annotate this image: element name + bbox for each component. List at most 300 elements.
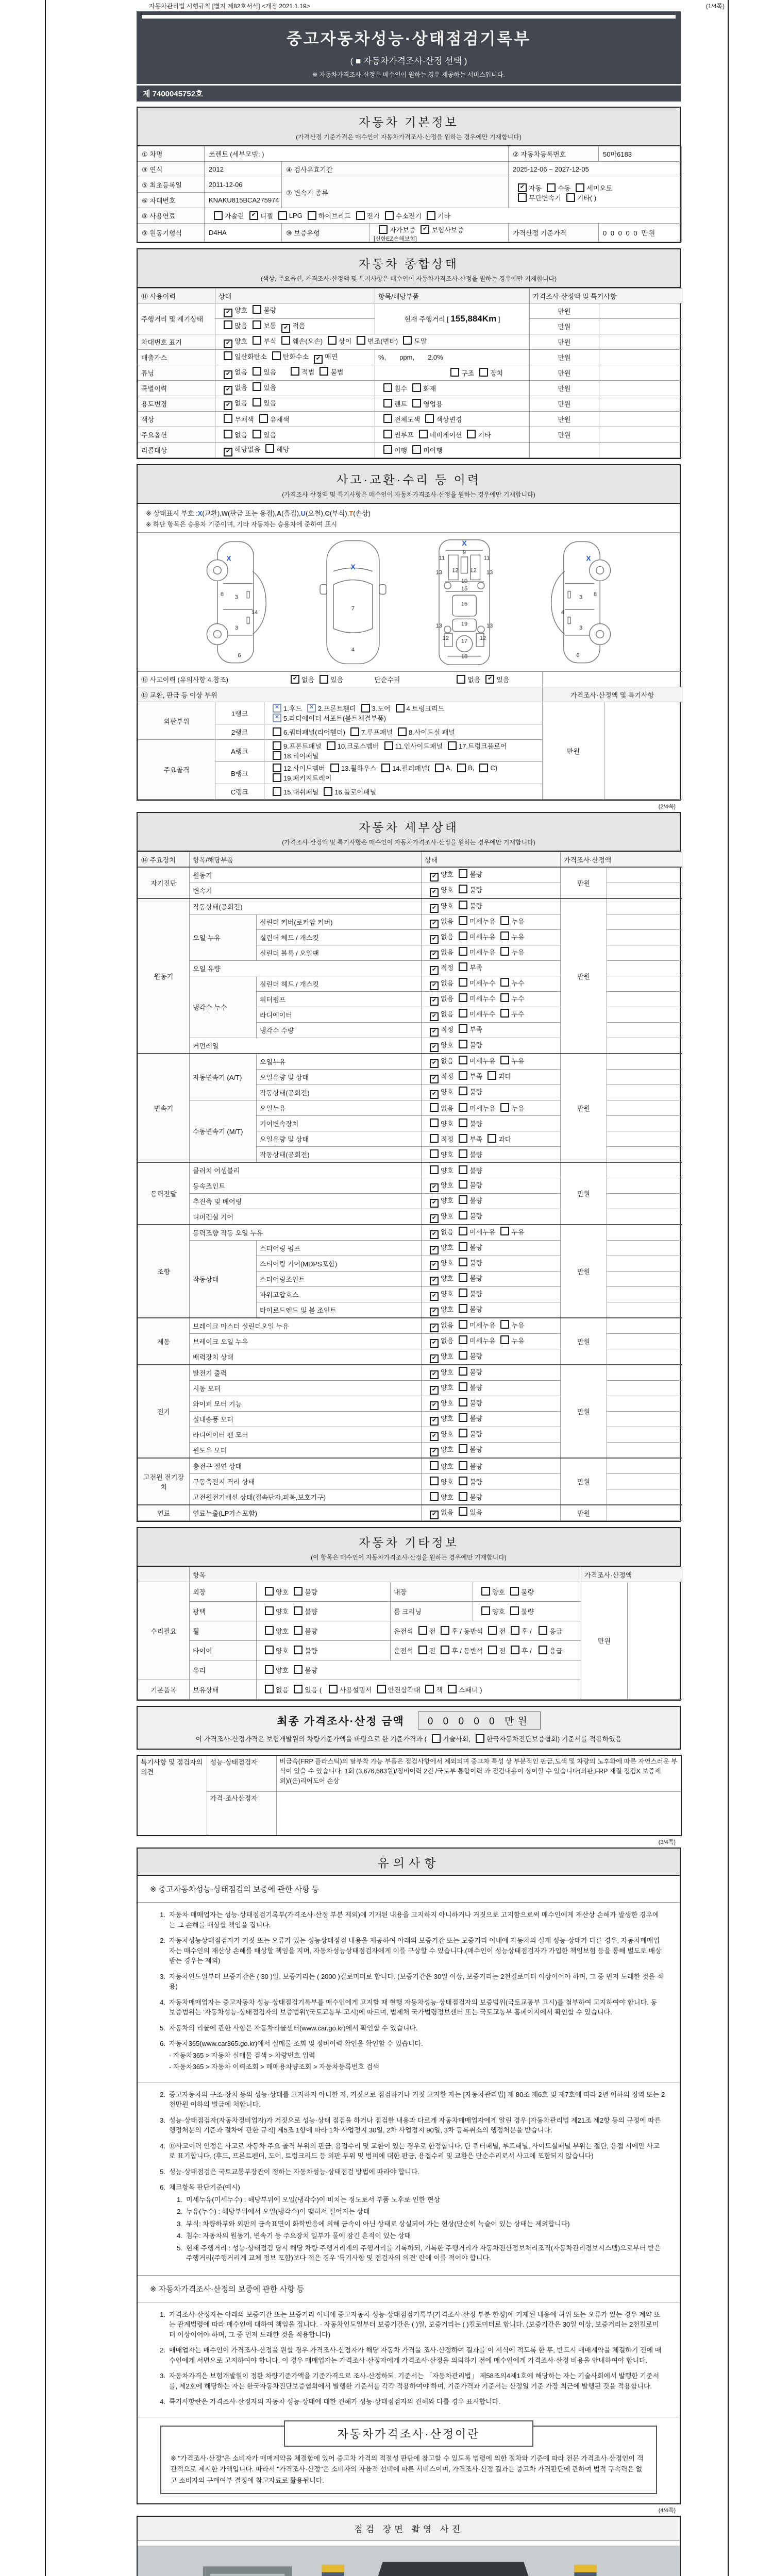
notice-text	[169, 1997, 665, 2018]
checkbox[interactable]: ✔	[430, 1370, 439, 1379]
checkbox[interactable]: ✔	[430, 1386, 439, 1395]
checkbox[interactable]: ✔	[430, 997, 439, 1006]
note-cell	[604, 702, 682, 800]
checkbox[interactable]	[459, 1429, 467, 1437]
checkbox[interactable]	[419, 430, 428, 438]
state-cell	[422, 1381, 561, 1396]
checkbox[interactable]	[488, 1646, 497, 1654]
state-cell	[422, 1070, 561, 1085]
checkbox[interactable]: ✔	[430, 1199, 439, 1208]
checkbox[interactable]: ✔	[430, 1230, 439, 1239]
checkbox[interactable]	[291, 367, 299, 376]
checkbox[interactable]	[294, 1685, 303, 1693]
field-label: ④ 검사유효기간	[282, 162, 509, 177]
checkbox[interactable]	[430, 1165, 439, 1174]
column-header: 가격조사·산정액	[561, 852, 682, 868]
checkbox-label: 상이	[339, 337, 352, 345]
checkbox[interactable]	[281, 336, 290, 345]
checkbox[interactable]: ✔	[430, 873, 439, 882]
checkbox[interactable]	[459, 1398, 467, 1406]
checkbox[interactable]	[273, 773, 281, 782]
checkbox[interactable]	[500, 1103, 509, 1112]
checkbox[interactable]: ✔	[430, 1432, 439, 1441]
state-cell	[391, 1621, 581, 1641]
note-cell	[599, 427, 682, 443]
checkbox[interactable]	[272, 351, 281, 360]
notice-item	[152, 2039, 665, 2072]
checkbox[interactable]	[273, 751, 281, 760]
checkbox-label: 기술사회,	[442, 1735, 470, 1743]
checkbox[interactable]: ✔	[281, 324, 290, 333]
final-price-label: 최종 가격조사·산정 금액	[277, 1715, 405, 1727]
checkbox[interactable]	[361, 704, 370, 713]
checkbox[interactable]: ✔	[430, 1292, 439, 1301]
checkbox-label: 불량	[521, 1608, 534, 1616]
checkbox[interactable]	[430, 1461, 439, 1470]
checkbox[interactable]	[476, 1734, 484, 1743]
checkbox[interactable]: ✔	[430, 1277, 439, 1285]
checkbox[interactable]	[459, 1413, 467, 1422]
checkbox[interactable]: ✔	[430, 1043, 439, 1052]
checkbox[interactable]	[383, 445, 392, 454]
checkbox[interactable]	[384, 741, 393, 750]
checkbox[interactable]	[500, 931, 509, 940]
checkbox[interactable]	[294, 1646, 303, 1654]
checkbox[interactable]	[430, 1103, 439, 1112]
overall-table	[138, 288, 682, 458]
state-cell	[422, 1443, 561, 1459]
checkbox[interactable]	[418, 1646, 427, 1654]
price-cell: 만원	[561, 1162, 607, 1225]
checkbox[interactable]	[265, 1685, 274, 1693]
checkbox[interactable]	[432, 1734, 441, 1743]
checkbox-label: LPG	[289, 212, 303, 219]
checkbox[interactable]	[481, 1587, 490, 1596]
checkbox[interactable]	[459, 947, 467, 956]
checkbox[interactable]	[448, 741, 457, 750]
car-diagram	[138, 533, 680, 671]
group-label: 변속기	[138, 1054, 190, 1162]
checkbox[interactable]	[412, 399, 421, 408]
checkbox[interactable]	[459, 1211, 467, 1219]
checkbox[interactable]: ✔	[224, 340, 232, 348]
checkbox[interactable]	[418, 1626, 427, 1635]
checkbox[interactable]	[383, 399, 392, 408]
checkbox-label: 양호	[441, 1414, 454, 1422]
note-cell	[607, 1272, 682, 1287]
checkbox-label: 누유	[511, 933, 525, 941]
price-cell: 만원	[530, 303, 599, 319]
checkbox[interactable]	[350, 727, 359, 736]
checkbox[interactable]	[330, 764, 339, 772]
item-cell: 실린더 블록 / 오일팬	[257, 945, 422, 961]
checkbox[interactable]	[441, 1646, 449, 1654]
table-row	[138, 365, 682, 381]
price-cell: 만원	[530, 412, 599, 427]
checkbox[interactable]	[425, 414, 434, 423]
state-cell	[215, 303, 375, 319]
other-subtitle: (이 항목은 매수인이 자동차가격조사·산정을 원하는 경우에만 기재합니다)	[311, 1554, 507, 1562]
checkbox[interactable]: ✔	[430, 1028, 439, 1037]
checkbox[interactable]: ✔	[430, 888, 439, 897]
checkbox[interactable]	[500, 916, 509, 925]
checkbox-label: 양호	[441, 1259, 454, 1267]
checkbox-label: 양호	[441, 1494, 454, 1502]
checkbox[interactable]	[459, 1024, 467, 1033]
diagram-part-number: 8	[220, 591, 224, 598]
checkbox[interactable]	[294, 1626, 303, 1635]
checkbox[interactable]: ✕	[273, 714, 281, 722]
checkbox[interactable]	[450, 368, 459, 377]
checkbox[interactable]	[459, 1071, 467, 1080]
notice-item	[152, 1997, 665, 2018]
notice-text-line: ⑫사고이력 인정은 사고로 자동차 주요 골격 부위의 판금, 용접수리 및 교환이 있는 경우로 한정합니다. 단 쿼터패널, 루프패널, 사이드실패널 부위는 절단, 용접 시에만 사고로 표기합니다. (후드, 프론트펜더, 도어, 트렁크리드 등 외판 부위 및 범퍼에 대한 판금, 용접수리 및 교환은 단순수리로서 사고에 포함되지 않습니다)	[169, 2142, 660, 2160]
checkbox[interactable]	[459, 1289, 467, 1297]
checkbox[interactable]: ✔	[430, 1059, 439, 1068]
checkbox[interactable]: ✔	[430, 1354, 439, 1363]
checkbox[interactable]: ✔	[430, 1261, 439, 1270]
checkbox[interactable]: ✔	[430, 1090, 439, 1099]
checkbox[interactable]: ✔	[224, 448, 232, 456]
checkbox[interactable]: ✔	[224, 309, 232, 317]
checkbox[interactable]	[459, 1507, 467, 1516]
other-table	[138, 1567, 682, 1700]
column-header: ⑪ 사용이력	[138, 289, 215, 303]
checkbox[interactable]	[459, 962, 467, 971]
state-cell	[422, 1365, 561, 1381]
item-cell: 실린더 헤드 / 개스킷	[257, 976, 422, 992]
checkbox[interactable]: ✔	[485, 675, 494, 684]
checkbox[interactable]: ✔	[430, 1183, 439, 1192]
checkbox[interactable]	[435, 764, 444, 772]
checkbox[interactable]	[412, 445, 421, 454]
checkbox[interactable]	[511, 1646, 519, 1654]
checkbox[interactable]	[459, 1461, 467, 1470]
checkbox[interactable]	[273, 787, 281, 796]
checkbox[interactable]	[481, 1606, 490, 1615]
checkbox[interactable]: ✔	[430, 904, 439, 913]
checkbox[interactable]	[430, 1134, 439, 1143]
item-cell: 발전기 출력	[190, 1365, 422, 1381]
price-cell: 만원	[543, 702, 604, 800]
checkbox[interactable]	[576, 183, 584, 192]
checkbox-label: 4.트렁크리드	[406, 705, 445, 713]
checkbox[interactable]	[459, 1009, 467, 1018]
checkbox[interactable]	[265, 1665, 274, 1674]
checkbox[interactable]	[510, 1606, 519, 1615]
checkbox-label: 양호	[492, 1588, 506, 1597]
checkbox[interactable]: ✔	[430, 1324, 439, 1332]
checkbox-label: 없음	[441, 1010, 454, 1018]
diagram-part-number: 6	[576, 652, 580, 659]
checkbox[interactable]: ✔	[430, 935, 439, 944]
checkbox[interactable]	[328, 336, 337, 345]
checkbox[interactable]	[273, 727, 281, 736]
checkbox[interactable]	[459, 1320, 467, 1329]
checkbox[interactable]	[383, 383, 392, 392]
checkbox[interactable]	[488, 1134, 496, 1143]
checkbox[interactable]	[357, 336, 365, 345]
checkbox[interactable]	[381, 764, 390, 772]
checkbox[interactable]	[488, 1071, 496, 1080]
checkbox[interactable]	[265, 1626, 274, 1635]
checkbox[interactable]: ✔	[430, 1511, 439, 1519]
checkbox[interactable]	[459, 916, 467, 925]
checkbox[interactable]	[479, 764, 488, 772]
checkbox[interactable]	[430, 1118, 439, 1127]
checkbox[interactable]	[425, 1685, 434, 1693]
checkbox[interactable]	[459, 1242, 467, 1251]
checkbox[interactable]	[459, 1304, 467, 1313]
checkbox-label: 미세누수	[469, 994, 496, 1003]
checkbox[interactable]	[459, 1367, 467, 1376]
checkbox[interactable]	[253, 336, 261, 345]
checkbox[interactable]	[459, 978, 467, 987]
checkbox[interactable]	[385, 211, 394, 220]
item-cell: 라디에이터	[257, 1007, 422, 1023]
checkbox[interactable]	[518, 193, 527, 202]
checkbox[interactable]	[457, 764, 466, 772]
checkbox[interactable]	[253, 367, 261, 376]
checkbox[interactable]	[294, 1665, 303, 1674]
checkbox[interactable]	[566, 193, 575, 202]
checkbox-label: 없음	[441, 948, 454, 956]
checkbox[interactable]: ✔	[430, 1246, 439, 1255]
checkbox[interactable]	[488, 1626, 497, 1635]
checkbox[interactable]	[459, 869, 467, 878]
checkbox[interactable]	[265, 1646, 274, 1654]
checkbox[interactable]	[224, 320, 232, 329]
checkbox[interactable]: ✔	[430, 966, 439, 975]
checkbox[interactable]	[294, 1606, 303, 1615]
note-cell	[607, 867, 682, 883]
note-cell	[607, 1085, 682, 1100]
checkbox[interactable]	[511, 1626, 519, 1635]
note-cell	[607, 1334, 682, 1349]
final-price-amount: 0 0 0 0 0 만원	[418, 1711, 541, 1730]
page-marker-2: (2/4쪽)	[658, 804, 676, 810]
checkbox[interactable]	[253, 305, 261, 314]
checkbox[interactable]: ✔	[249, 211, 258, 220]
checkbox[interactable]	[253, 430, 261, 438]
checkbox-label: 11.인사이드패널	[395, 742, 443, 751]
diagram-x-mark: X	[462, 539, 467, 548]
checkbox[interactable]	[500, 1009, 509, 1018]
checkbox[interactable]	[412, 383, 421, 392]
checkbox[interactable]	[459, 1165, 467, 1174]
checkbox-label: 적정	[441, 1136, 454, 1144]
checkbox[interactable]	[430, 1149, 439, 1158]
checkbox[interactable]	[459, 993, 467, 1002]
checkbox[interactable]	[430, 1492, 439, 1501]
notice-text-line: 중고자동차의 구조·장치 등의 성능·상태를 고지하지 아니한 자, 거짓으로 점검하거나 거짓 고지한 자는 [자동차관리법] 제 80조 제6호 및 제7호에 따라 2년 이하의 징역 또는 2천만원 이하의 벌금에 처합니다.	[169, 2090, 665, 2109]
checkbox[interactable]	[214, 211, 223, 220]
checkbox[interactable]	[320, 367, 328, 376]
checkbox[interactable]	[459, 1118, 467, 1127]
checkbox[interactable]	[403, 336, 412, 345]
checkbox[interactable]	[459, 1227, 467, 1235]
checkbox[interactable]	[327, 741, 335, 750]
checkbox[interactable]	[459, 1103, 467, 1112]
checkbox[interactable]: ✔	[314, 355, 323, 364]
checkbox[interactable]	[539, 1646, 547, 1654]
checkbox[interactable]	[329, 1685, 338, 1693]
checkbox[interactable]: ✔	[430, 1401, 439, 1410]
checkbox[interactable]: ✕	[307, 704, 316, 713]
checkbox[interactable]: ✔	[430, 1308, 439, 1316]
checkbox[interactable]	[324, 787, 332, 796]
checkbox[interactable]	[500, 947, 509, 956]
item-cell: 파워고압호스	[257, 1287, 422, 1302]
checkbox[interactable]: ✔	[224, 401, 232, 410]
checkbox[interactable]: ✔	[291, 675, 299, 684]
checkbox[interactable]	[459, 1335, 467, 1344]
checkbox[interactable]	[510, 1587, 519, 1596]
engine-type-value: D4HA	[205, 224, 282, 242]
checkbox[interactable]	[253, 320, 261, 329]
checkbox[interactable]	[500, 1320, 509, 1329]
item-cell: 배력장치 상태	[190, 1349, 422, 1365]
checkbox[interactable]: ✔	[430, 1075, 439, 1083]
checkbox[interactable]	[500, 993, 509, 1002]
notice-subitem	[169, 2207, 665, 2217]
group-label: 전기	[138, 1365, 190, 1458]
checkbox[interactable]: ✔	[430, 981, 439, 990]
checkbox[interactable]	[539, 1626, 547, 1635]
checkbox[interactable]	[396, 704, 405, 713]
checkbox-label: 불량	[469, 1088, 483, 1096]
checkbox-label: 있음	[263, 431, 277, 439]
checkbox[interactable]	[547, 183, 556, 192]
checkbox-label: 보통	[263, 321, 277, 330]
checkbox[interactable]	[294, 1587, 303, 1596]
checkbox[interactable]	[459, 1351, 467, 1360]
checkbox-label: 12.사이드멤버	[283, 765, 325, 773]
item-cell: 브레이크 오일 누유	[190, 1334, 422, 1349]
checkbox[interactable]	[500, 1227, 509, 1235]
note-cell	[607, 899, 682, 914]
checkbox[interactable]	[265, 1587, 274, 1596]
checkbox[interactable]	[383, 414, 392, 423]
checkbox[interactable]: ✔	[430, 920, 439, 928]
checkbox-label: 탄화수소	[282, 352, 309, 361]
checkbox[interactable]	[459, 1477, 467, 1485]
checkbox-label: 과다	[498, 1136, 512, 1144]
checkbox-label: 색상변경	[436, 416, 462, 423]
checkbox-label: 불량	[521, 1588, 534, 1597]
notice-item	[152, 2167, 665, 2177]
checkbox-label: 후	[451, 1647, 458, 1655]
table-row	[138, 1318, 682, 1334]
checkbox[interactable]: ✔	[430, 1214, 439, 1223]
checkbox[interactable]	[459, 931, 467, 940]
checkbox[interactable]: ✔	[430, 1012, 439, 1021]
checkbox[interactable]	[441, 1626, 449, 1635]
state-cell	[422, 1131, 561, 1147]
checkbox[interactable]	[278, 211, 287, 220]
checkbox-label: 불량	[469, 1414, 483, 1422]
checkbox[interactable]	[459, 1040, 467, 1048]
checkbox[interactable]: ✔	[430, 1339, 439, 1348]
row-label: 리콜대상	[138, 443, 215, 458]
checkbox[interactable]	[320, 675, 328, 684]
checkbox[interactable]	[259, 414, 268, 423]
notice-number: 2.	[177, 2208, 182, 2216]
note-cell	[599, 396, 682, 412]
checkbox[interactable]	[459, 1195, 467, 1204]
table-row	[138, 672, 682, 687]
checkbox[interactable]	[430, 1477, 439, 1485]
checkbox[interactable]	[500, 978, 509, 987]
checkbox[interactable]	[459, 1273, 467, 1282]
checkbox[interactable]	[500, 1056, 509, 1064]
checkbox-label: 기타	[478, 431, 491, 439]
checkbox[interactable]: ✔	[430, 1417, 439, 1426]
checkbox[interactable]	[459, 1134, 467, 1143]
checkbox[interactable]	[265, 444, 274, 453]
checkbox[interactable]	[459, 1492, 467, 1501]
checkbox[interactable]	[253, 382, 261, 391]
checkbox[interactable]: ✔	[430, 951, 439, 959]
checkbox[interactable]: ✕	[273, 704, 281, 713]
checkbox[interactable]	[253, 398, 261, 406]
checkbox[interactable]	[459, 1258, 467, 1266]
accident-history-cell	[138, 672, 543, 687]
checkbox[interactable]	[459, 1180, 467, 1189]
checkbox[interactable]	[459, 1056, 467, 1064]
checkbox[interactable]	[273, 741, 281, 750]
checkbox[interactable]	[459, 1149, 467, 1158]
checkbox[interactable]	[398, 727, 407, 736]
checkbox[interactable]	[479, 368, 488, 377]
notices-title: 유의사항	[377, 1856, 440, 1870]
checkbox[interactable]	[379, 225, 388, 234]
checkbox[interactable]	[467, 430, 476, 438]
checkbox[interactable]	[459, 885, 467, 893]
checkbox[interactable]	[356, 211, 365, 220]
checkbox[interactable]: ✔	[430, 1448, 439, 1456]
checkbox[interactable]	[383, 430, 392, 438]
checkbox[interactable]	[457, 675, 465, 684]
basic-info-grid	[138, 146, 680, 242]
checkbox-label: 양호	[441, 1120, 454, 1128]
checkbox[interactable]	[459, 1444, 467, 1453]
checkbox[interactable]	[448, 1685, 457, 1693]
checkbox[interactable]: ✔	[224, 386, 232, 395]
checkbox[interactable]	[224, 351, 232, 360]
checkbox[interactable]: ✔	[224, 370, 232, 379]
checkbox[interactable]	[500, 1335, 509, 1344]
rank-line	[267, 741, 539, 751]
checkbox[interactable]	[265, 1606, 274, 1615]
column-header: 항목/해당부품	[375, 289, 530, 303]
checkbox-label: 양호	[441, 1243, 454, 1251]
checkbox[interactable]	[377, 1685, 386, 1693]
checkbox[interactable]	[427, 211, 435, 220]
checkbox[interactable]	[308, 211, 316, 220]
checkbox[interactable]	[459, 1087, 467, 1095]
checkbox[interactable]: ✔	[518, 183, 527, 192]
checkbox[interactable]	[224, 430, 232, 438]
checkbox[interactable]	[273, 764, 281, 772]
checkbox[interactable]: ✔	[421, 225, 429, 234]
checkbox-label: 후	[451, 1628, 458, 1636]
checkbox[interactable]	[459, 901, 467, 909]
checkbox[interactable]	[224, 414, 232, 423]
section-basic-info	[137, 107, 681, 243]
checkbox-label: 네비게이션	[429, 431, 462, 439]
checkbox[interactable]	[459, 1382, 467, 1391]
